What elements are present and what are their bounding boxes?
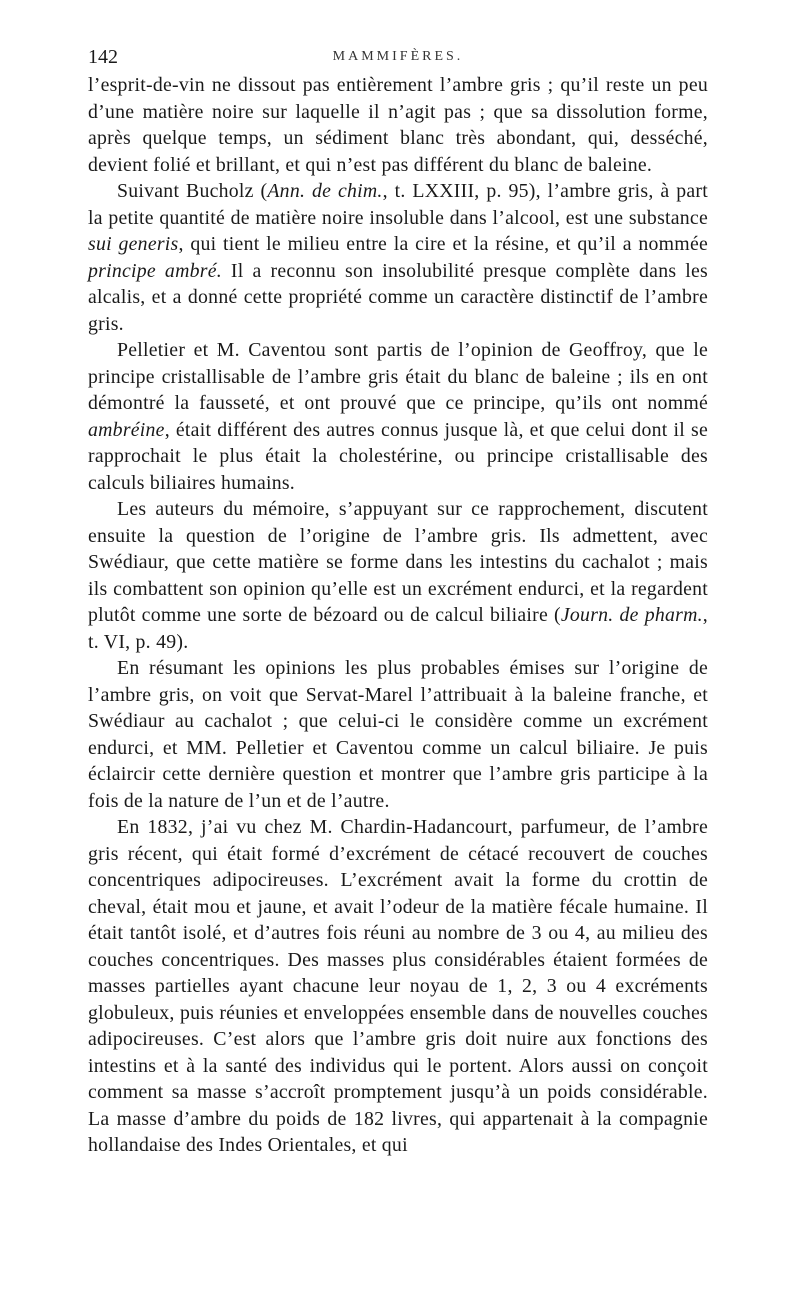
text-run: En résumant les opinions les plus probables émises sur l’origine de l’ambre gris, on voit que Servat-Marel l’attribuait à la baleine franche, et Swédiaur au cachalot ; que celui-ci le considère comme un excrément endurci, et MM. Pelletier et Caventou comme un calcul biliaire. Je puis éclaircir cette dernière question et montrer que l’ambre gris participe à la fois de la nature de l’un et de l’autre. [88, 657, 708, 812]
running-head [88, 44, 708, 70]
italic-reference: principe ambré. [88, 259, 222, 282]
book-page [88, 44, 708, 1159]
paragraph [88, 178, 708, 337]
text-run: En 1832, j’ai vu chez M. Chardin-Hadancourt, parfumeur, de l’ambre gris récent, qui était formé d’excrément de cétacé recouvert de couches concentriques adipocireuses. L’excrément avait la forme du crottin de cheval, était mou et jaune, et avait l’odeur de la matière fécale humaine. Il était tantôt isolé, et d’autres fois réuni au nombre de 3 ou 4, au milieu des couches concentriques. Des masses plus considérables étaient formées de masses partielles ayant chacune leur noyau de 1, 2, 3 ou 4 excréments globuleux, puis réunies et enveloppées ensemble dans de nouvelles couches adipocireuses. C’est alors que l’ambre gris doit nuire aux fonctions des intestins et à la santé des individus qui le portent. Alors aussi on conçoit comment sa masse s’accroît promptement jusqu’à un poids considérable. La masse d’ambre du poids de 182 livres, qui appartenait à la compagnie hollandaise des Indes Orientales, et qui [88, 816, 708, 1156]
text-run: Suivant Bucholz ( [117, 180, 268, 202]
text-run: Il a reconnu son insolubilité presque complète dans les alcalis, et a donné cette propriété comme un caractère distinctif de l’ambre gris. [88, 259, 709, 335]
body-text [88, 72, 708, 1159]
italic-reference: sui generis [88, 233, 179, 255]
paragraph [88, 72, 708, 178]
italic-reference: Journ. de pharm. [560, 604, 703, 626]
running-title: MAMMIFÈRES. [332, 49, 464, 64]
text-run: , était différent des autres connus jusque là, et que celui dont il se rapprochait le plus était la cholestérine, ou principe cristallisable des calculs biliaires humains. [88, 418, 708, 494]
paragraph [88, 496, 708, 655]
text-run: , qui tient le milieu entre la cire et la résine, et qu’il a nommée [178, 233, 709, 255]
paragraph [88, 337, 708, 496]
text-run: , t. VI, p. 49). [88, 604, 708, 653]
page-number: 142 [88, 46, 118, 68]
text-run: l’esprit-de-vin ne dissout pas entièrement l’ambre gris ; qu’il reste un peu d’une matière noire sur laquelle il n’agit pas ; que sa dissolution forme, après quelque temps, un sédiment blanc très abondant, qui, desséché, devient folié et brillant, et qui n’est pas différent du blanc de baleine. [88, 74, 708, 176]
italic-reference: ambréine [88, 418, 165, 441]
paragraph [88, 814, 708, 1159]
text-run: , t. LXXIII, p. 95), l’ambre gris, à part la petite quantité de matière noire insoluble dans l’alcool, est une substance [88, 180, 708, 229]
text-run: Pelletier et M. Caventou sont partis de l’opinion de Geoffroy, que le principe cristallisable de l’ambre gris était du blanc de baleine ; ils en ont démontré la fausseté, et ont prouvé que ce principe, qu’ils ont nommé [88, 339, 708, 414]
italic-reference: Ann. de chim. [267, 180, 383, 202]
text-run: Les auteurs du mémoire, s’appuyant sur ce rapprochement, discutent ensuite la question de l’origine de l’ambre gris. Ils admettent, avec Swédiaur, que cette matière se forme dans les intestins du cachalot ; mais ils combattent son opinion qu’elle est un excrément endurci, et la regardent plutôt comme une sorte de bézoard ou de calcul biliaire ( [88, 498, 708, 626]
paragraph [88, 655, 708, 814]
